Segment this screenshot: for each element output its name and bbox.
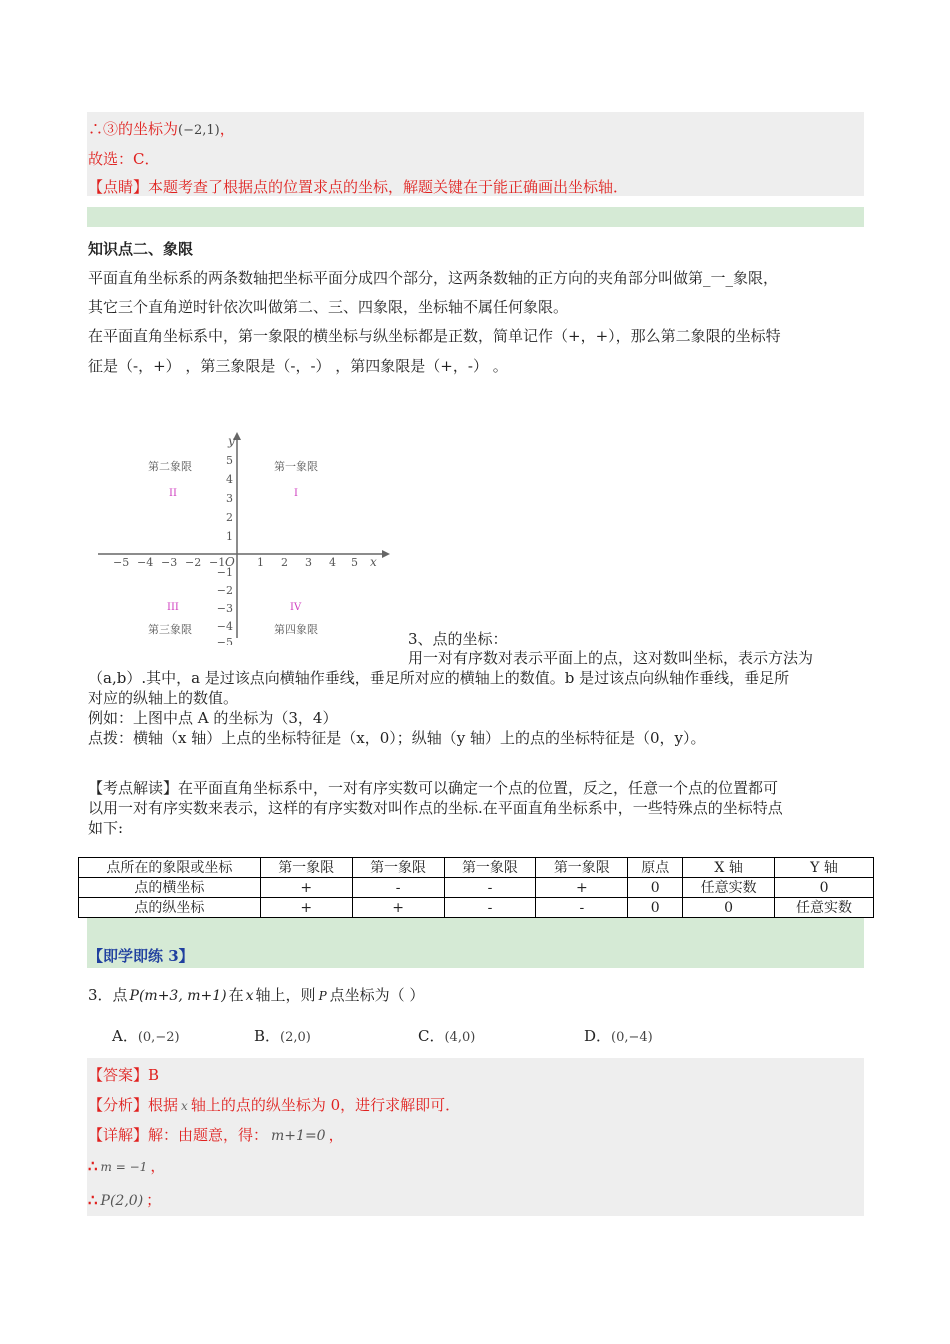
fenxi-line (88, 1095, 460, 1116)
x-tick-labels (113, 556, 358, 569)
table-header-cell: 第一象限 (260, 858, 352, 878)
step-1-line (88, 1156, 165, 1177)
option-b-label: B． (254, 1027, 281, 1045)
kaodian-line-1: 【考点解读】在平面直角坐标系中，一对有序实数可以确定一个点的位置，反之，任意一个点的位置都可 (88, 779, 779, 797)
table-header-cell: 原点 (628, 858, 683, 878)
option-c-label: C． (418, 1027, 445, 1045)
y-tick-label: −2 (216, 584, 233, 597)
option-a-value: (0,−2) (137, 1030, 180, 1045)
table-cell: + (352, 898, 444, 918)
practice-question (88, 985, 424, 1006)
solution-line-1-math: (−2,1) (178, 123, 220, 138)
table-cell: 0 (628, 898, 683, 918)
x-tick-label: 4 (329, 556, 336, 569)
table-cell: 点的纵坐标 (79, 898, 261, 918)
question-end: 点坐标为（ ） (329, 986, 425, 1004)
y-tick-label: 4 (226, 473, 233, 486)
y-tick-label: 3 (226, 492, 233, 505)
y-tick-label: 5 (226, 454, 233, 467)
origin-label: O (225, 555, 235, 569)
table-cell: 0 (683, 898, 775, 918)
table-cell: + (260, 898, 352, 918)
section-3-p2: （a,b）.其中，a 是过该点向横轴作垂线，垂足所对应的横轴上的数值。b 是过该点向纵轴作垂线，垂足所 (88, 669, 790, 687)
fenxi-text-a: 根据 (148, 1096, 179, 1114)
x-tick-label: 2 (281, 556, 288, 569)
table-row (79, 898, 874, 918)
table-header-cell: Y 轴 (775, 858, 874, 878)
table-cell: - (444, 878, 536, 898)
x-axis-label: x (370, 555, 377, 569)
quadrant-2-name: 第二象限 (148, 460, 192, 473)
fenxi-tag: 【分析】 (88, 1096, 149, 1114)
table-header-cell: 第一象限 (352, 858, 444, 878)
therefore-symbol: ∴ (88, 1157, 98, 1175)
practice-title-bar (87, 918, 864, 968)
therefore-symbol: ∴ (88, 1191, 98, 1209)
table-cell: 点的横坐标 (79, 878, 261, 898)
step-1-math: m = −1 (100, 1160, 148, 1174)
table-header-row (79, 858, 874, 878)
table-cell: + (260, 878, 352, 898)
table-cell: + (536, 878, 628, 898)
x-tick-label: −1 (209, 556, 226, 569)
table-cell: 0 (775, 878, 874, 898)
table-cell: 任意实数 (683, 878, 775, 898)
option-a-label: A． (112, 1027, 138, 1045)
option-d[interactable] (584, 1025, 653, 1046)
step-1-end: ， (150, 1157, 166, 1175)
x-tick-label: 5 (351, 556, 358, 569)
y-tick-label: −5 (216, 636, 233, 645)
quadrant-1-name: 第一象限 (274, 460, 318, 473)
kaodian-line-2: 以用一对有序实数来表示，这样的有序实数对叫作点的坐标.在平面直角坐标系中，一些特殊点的坐标特点 (88, 799, 783, 817)
divider-bar-1 (87, 207, 864, 227)
practice-title: 【即学即练 3】 (88, 947, 194, 965)
solution-line-1-prefix: ∴③的坐标为 (88, 120, 179, 138)
solution-line-2: 故选：C． (88, 150, 160, 168)
table-header-cell: 点所在的象限或坐标 (79, 858, 261, 878)
y-tick-label: 2 (226, 511, 233, 524)
coordinate-feature-table (78, 857, 874, 918)
y-tick-label: −4 (216, 620, 233, 633)
table-header-cell: 第一象限 (444, 858, 536, 878)
question-mid: 在 (228, 986, 244, 1004)
xiangjie-tag: 【详解】 (88, 1126, 149, 1144)
coordinate-diagram (90, 430, 390, 645)
question-p-var: P (318, 989, 327, 1003)
option-d-value: (0,−4) (611, 1030, 653, 1045)
answer-line: 【答案】B (88, 1066, 160, 1084)
fenxi-text-b: 轴上的点的纵坐标为 0，进行求解即可． (190, 1096, 461, 1114)
x-tick-label: −3 (161, 556, 178, 569)
xiangjie-text: 解：由题意，得： (148, 1126, 269, 1144)
section-3-p4: 例如：上图中点 A 的坐标为（3，4） (88, 709, 338, 727)
solution-line-1-suffix: ， (219, 120, 235, 138)
option-c[interactable] (418, 1025, 475, 1046)
xiangjie-end: ， (328, 1126, 344, 1144)
y-tick-label: −3 (216, 602, 233, 615)
option-b-value: (2,0) (280, 1030, 311, 1045)
x-tick-label: 1 (257, 556, 264, 569)
table-cell: - (352, 878, 444, 898)
xiangjie-line (88, 1125, 344, 1146)
x-tick-label: −4 (137, 556, 154, 569)
section-2-p2: 其它三个直角逆时针依次叫做第二、三、四象限，坐标轴不属任何象限。 (88, 298, 569, 316)
quadrant-3-name: 第三象限 (148, 623, 192, 636)
quadrant-4-name: 第四象限 (274, 623, 318, 636)
solution-line-3 (88, 177, 628, 197)
table-cell: - (536, 898, 628, 918)
option-b[interactable] (254, 1025, 311, 1046)
section-2-p1: 平面直角坐标系的两条数轴把坐标平面分成四个部分，这两条数轴的正方向的夹角部分叫做第_一_象限， (88, 269, 779, 287)
section-3-p5: 点拨：横轴（x 轴）上点的坐标特征是（x，0）；纵轴（y 轴）上的点的坐标特征是（0，y）。 (88, 729, 706, 747)
section-2-p3: 在平面直角坐标系中，第一象限的横坐标与纵坐标都是正数，简单记作（+，+），那么第二象限的坐标特 (88, 327, 781, 345)
x-tick-label: −5 (113, 556, 130, 569)
step-2-line (88, 1190, 161, 1211)
y-tick-label: 1 (226, 530, 233, 543)
question-point-math: P(m+3, m+1) (129, 988, 227, 1004)
y-tick-label: −1 (216, 566, 233, 579)
quadrant-1-num: I (294, 488, 298, 499)
y-axis-label: y (228, 434, 235, 448)
step-2-math: P(2,0) (100, 1193, 144, 1209)
dianjing-text: 本题考查了根据点的位置求点的坐标，解题关键在于能正确画出坐标轴． (148, 178, 629, 196)
question-number: 3．点 (88, 986, 128, 1004)
table-header-cell: X 轴 (683, 858, 775, 878)
quadrant-4-num: IV (290, 602, 302, 613)
section-2-p4: 征是（-，+） ，第三象限是（-，-） ，第四象限是（+，-） 。 (88, 357, 508, 375)
table-cell: - (444, 898, 536, 918)
dianjing-tag: 【点睛】 (88, 178, 149, 196)
kaodian-line-3: 如下: (88, 819, 124, 837)
option-a[interactable] (112, 1025, 180, 1046)
quadrant-2-num: II (169, 488, 177, 499)
x-tick-label: −2 (185, 556, 202, 569)
question-x-var: x (245, 988, 254, 1004)
question-mid2: 轴上，则 (255, 986, 316, 1004)
section-3-p1: 用一对有序数对表示平面上的点，这对数叫坐标，表示方法为 (408, 649, 814, 667)
table-cell: 0 (628, 878, 683, 898)
table-header-cell: 第一象限 (536, 858, 628, 878)
section-3-heading: 3、点的坐标： (408, 630, 508, 648)
solution-line-1 (88, 119, 235, 141)
table-cell: 任意实数 (775, 898, 874, 918)
section-3-p3: 对应的纵轴上的数值。 (88, 689, 239, 707)
table-row (79, 878, 874, 898)
quadrant-3-num: III (167, 602, 179, 613)
option-c-value: (4,0) (444, 1030, 476, 1045)
option-d-label: D． (584, 1027, 612, 1045)
section-2-heading: 知识点二、象限 (88, 240, 194, 258)
x-axis-arrow (382, 550, 390, 558)
fenxi-x-var: x (181, 1099, 188, 1113)
x-tick-label: 3 (305, 556, 312, 569)
step-2-end: ； (146, 1191, 162, 1209)
xiangjie-math: m+1=0 (271, 1128, 326, 1144)
y-tick-labels (217, 454, 233, 645)
